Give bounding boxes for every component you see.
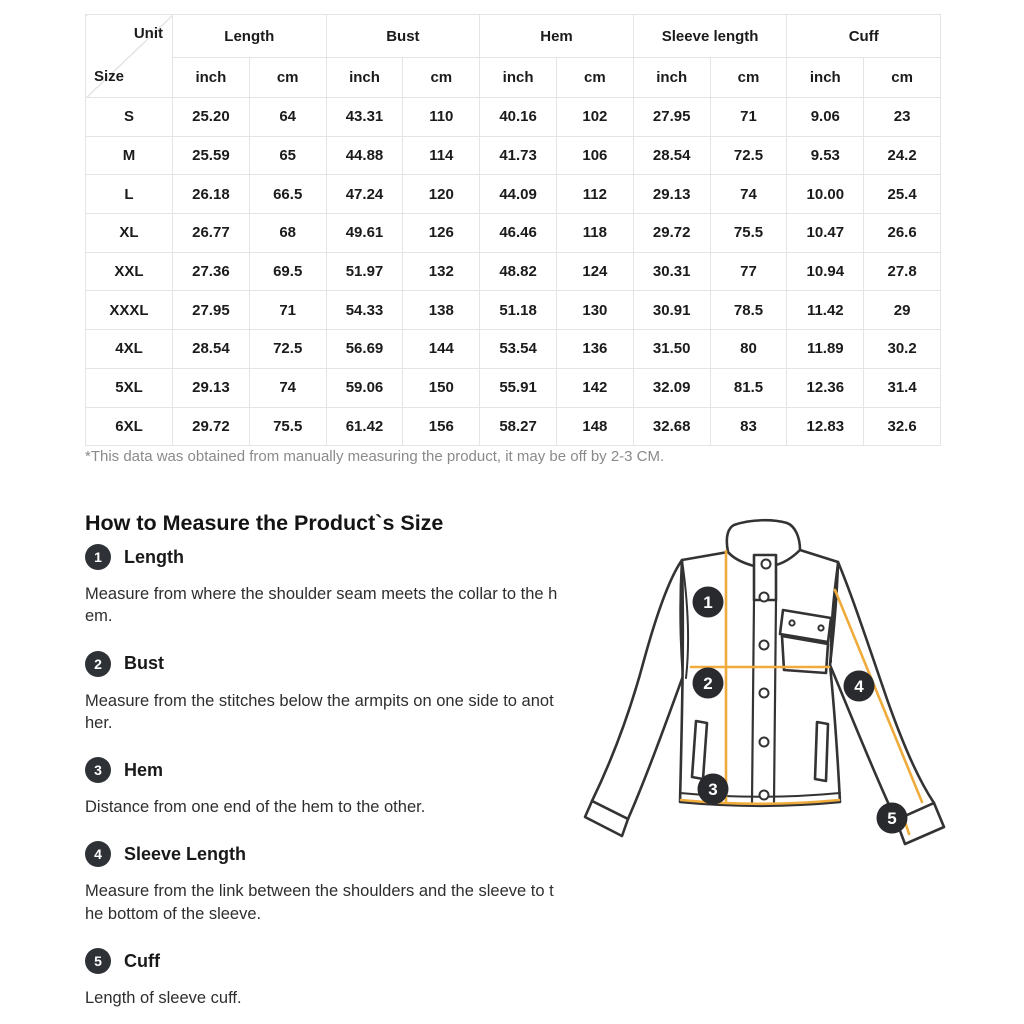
value-cell: 26.6	[864, 214, 941, 253]
size-cell: M	[86, 136, 173, 175]
measure-item-title: Hem	[124, 759, 164, 780]
measure-item	[85, 651, 563, 735]
value-cell: 10.94	[787, 252, 864, 291]
table-unit-header-row	[86, 58, 941, 98]
value-cell: 32.6	[864, 407, 941, 446]
value-cell: 142	[556, 368, 633, 407]
unit-header: cm	[710, 58, 787, 98]
value-cell: 112	[556, 175, 633, 214]
table-row	[86, 368, 941, 407]
unit-header: inch	[326, 58, 403, 98]
value-cell: 26.77	[173, 214, 250, 253]
value-cell: 49.61	[326, 214, 403, 253]
value-cell: 29	[864, 291, 941, 330]
value-cell: 11.42	[787, 291, 864, 330]
measure-item	[85, 948, 563, 1009]
value-cell: 41.73	[480, 136, 557, 175]
diagram-marker-5	[877, 803, 908, 834]
value-cell: 124	[556, 252, 633, 291]
value-cell: 78.5	[710, 291, 787, 330]
diagram-marker-3	[698, 774, 729, 805]
diagram-marker-1	[693, 587, 724, 618]
svg-text:2: 2	[703, 674, 713, 693]
unit-header: cm	[864, 58, 941, 98]
measure-list	[85, 544, 563, 1024]
size-cell: L	[86, 175, 173, 214]
value-cell: 66.5	[249, 175, 326, 214]
unit-header: cm	[403, 58, 480, 98]
value-cell: 80	[710, 330, 787, 369]
measure-item-header	[85, 544, 563, 570]
measure-item-description: Measure from where the shoulder seam meets the collar to the hem.	[85, 585, 558, 626]
svg-text:3: 3	[708, 780, 718, 799]
value-cell: 136	[556, 330, 633, 369]
value-cell: 31.4	[864, 368, 941, 407]
value-cell: 29.72	[173, 407, 250, 446]
measure-item-title: Bust	[124, 653, 164, 674]
value-cell: 126	[403, 214, 480, 253]
value-cell: 31.50	[633, 330, 710, 369]
value-cell: 83	[710, 407, 787, 446]
unit-header: inch	[480, 58, 557, 98]
jacket-welt-pocket-left	[692, 721, 707, 779]
value-cell: 28.54	[633, 136, 710, 175]
jacket-left-sleeve	[592, 560, 683, 819]
table-row	[86, 175, 941, 214]
value-cell: 56.69	[326, 330, 403, 369]
table-corner-cell	[86, 15, 173, 98]
value-cell: 9.06	[787, 98, 864, 137]
unit-header: inch	[787, 58, 864, 98]
value-cell: 102	[556, 98, 633, 137]
value-cell: 32.68	[633, 407, 710, 446]
value-cell: 28.54	[173, 330, 250, 369]
value-cell: 110	[403, 98, 480, 137]
value-cell: 144	[403, 330, 480, 369]
value-cell: 54.33	[326, 291, 403, 330]
table-row	[86, 136, 941, 175]
value-cell: 23	[864, 98, 941, 137]
value-cell: 30.31	[633, 252, 710, 291]
value-cell: 10.00	[787, 175, 864, 214]
size-cell: XXXL	[86, 291, 173, 330]
value-cell: 27.95	[173, 291, 250, 330]
value-cell: 30.2	[864, 330, 941, 369]
measure-item-title: Cuff	[124, 950, 160, 971]
value-cell: 9.53	[787, 136, 864, 175]
value-cell: 130	[556, 291, 633, 330]
value-cell: 11.89	[787, 330, 864, 369]
size-table	[85, 14, 941, 446]
size-cell: 4XL	[86, 330, 173, 369]
size-cell: XL	[86, 214, 173, 253]
value-cell: 106	[556, 136, 633, 175]
value-cell: 148	[556, 407, 633, 446]
value-cell: 44.09	[480, 175, 557, 214]
measure-item-description: Measure from the stitches below the armpits on one side to another.	[85, 691, 554, 732]
value-cell: 68	[249, 214, 326, 253]
value-cell: 51.18	[480, 291, 557, 330]
guide-heading: How to Measure the Product`s Size	[85, 510, 444, 535]
measure-item-number-badge: 5	[85, 948, 111, 974]
value-cell: 75.5	[710, 214, 787, 253]
value-cell: 46.46	[480, 214, 557, 253]
size-cell: 5XL	[86, 368, 173, 407]
measure-item-number-badge: 3	[85, 757, 111, 783]
measure-item-description: Length of sleeve cuff.	[85, 989, 242, 1008]
value-cell: 53.54	[480, 330, 557, 369]
column-group-length: Length	[173, 15, 327, 58]
value-cell: 156	[403, 407, 480, 446]
value-cell: 58.27	[480, 407, 557, 446]
value-cell: 120	[403, 175, 480, 214]
value-cell: 43.31	[326, 98, 403, 137]
value-cell: 29.72	[633, 214, 710, 253]
value-cell: 132	[403, 252, 480, 291]
value-cell: 114	[403, 136, 480, 175]
value-cell: 55.91	[480, 368, 557, 407]
unit-header: cm	[249, 58, 326, 98]
measure-item-header	[85, 651, 563, 677]
value-cell: 29.13	[173, 368, 250, 407]
measure-item	[85, 544, 563, 628]
value-cell: 81.5	[710, 368, 787, 407]
value-cell: 24.2	[864, 136, 941, 175]
measure-item-header	[85, 948, 563, 974]
value-cell: 138	[403, 291, 480, 330]
value-cell: 27.8	[864, 252, 941, 291]
value-cell: 71	[249, 291, 326, 330]
value-cell: 47.24	[326, 175, 403, 214]
value-cell: 71	[710, 98, 787, 137]
table-row	[86, 291, 941, 330]
value-cell: 10.47	[787, 214, 864, 253]
value-cell: 69.5	[249, 252, 326, 291]
value-cell: 65	[249, 136, 326, 175]
size-cell: XXL	[86, 252, 173, 291]
svg-text:1: 1	[703, 593, 713, 612]
value-cell: 44.88	[326, 136, 403, 175]
table-row	[86, 252, 941, 291]
value-cell: 27.95	[633, 98, 710, 137]
measure-item	[85, 757, 563, 818]
value-cell: 25.59	[173, 136, 250, 175]
value-cell: 25.4	[864, 175, 941, 214]
measure-item-number-badge: 4	[85, 841, 111, 867]
value-cell: 51.97	[326, 252, 403, 291]
measure-item-number-badge: 2	[85, 651, 111, 677]
svg-text:5: 5	[887, 809, 897, 828]
value-cell: 26.18	[173, 175, 250, 214]
value-cell: 12.36	[787, 368, 864, 407]
value-cell: 12.83	[787, 407, 864, 446]
value-cell: 27.36	[173, 252, 250, 291]
value-cell: 40.16	[480, 98, 557, 137]
value-cell: 74	[710, 175, 787, 214]
table-group-header-row	[86, 15, 941, 58]
unit-header: cm	[556, 58, 633, 98]
measure-item-number-badge: 1	[85, 544, 111, 570]
jacket-welt-pocket-right	[815, 722, 828, 781]
column-group-cuff: Cuff	[787, 15, 941, 58]
measure-item-header	[85, 757, 563, 783]
measure-item-title: Length	[124, 546, 184, 567]
corner-size-label: Size	[94, 68, 125, 85]
size-cell: S	[86, 98, 173, 137]
value-cell: 30.91	[633, 291, 710, 330]
value-cell: 74	[249, 368, 326, 407]
value-cell: 25.20	[173, 98, 250, 137]
measure-item-description: Measure from the link between the shoulders and the sleeve to the bottom of the sleeve.	[85, 882, 554, 923]
measure-item-title: Sleeve Length	[124, 843, 247, 864]
table-row	[86, 330, 941, 369]
column-group-hem: Hem	[480, 15, 634, 58]
value-cell: 150	[403, 368, 480, 407]
value-cell: 59.06	[326, 368, 403, 407]
value-cell: 48.82	[480, 252, 557, 291]
jacket-line-drawing	[570, 510, 960, 960]
measure-item	[85, 841, 563, 925]
measure-item-header	[85, 841, 563, 867]
column-group-sleeve-length: Sleeve length	[633, 15, 787, 58]
value-cell: 77	[710, 252, 787, 291]
table-row	[86, 407, 941, 446]
value-cell: 61.42	[326, 407, 403, 446]
column-group-bust: Bust	[326, 15, 480, 58]
value-cell: 29.13	[633, 175, 710, 214]
table-row	[86, 98, 941, 137]
value-cell: 75.5	[249, 407, 326, 446]
unit-header: inch	[633, 58, 710, 98]
measure-item-description: Distance from one end of the hem to the other.	[85, 798, 426, 817]
diagram-marker-2	[693, 668, 724, 699]
jacket-diagram	[570, 510, 960, 960]
value-cell: 64	[249, 98, 326, 137]
table-row	[86, 214, 941, 253]
diagram-marker-4	[844, 671, 875, 702]
value-cell: 72.5	[710, 136, 787, 175]
table-footnote: *This data was obtained from manually measuring the product, it may be off by 2-3 CM.	[85, 448, 665, 465]
unit-header: inch	[173, 58, 250, 98]
corner-unit-label: Unit	[133, 25, 163, 42]
value-cell: 32.09	[633, 368, 710, 407]
svg-text:4: 4	[854, 677, 864, 696]
size-cell: 6XL	[86, 407, 173, 446]
value-cell: 72.5	[249, 330, 326, 369]
value-cell: 118	[556, 214, 633, 253]
